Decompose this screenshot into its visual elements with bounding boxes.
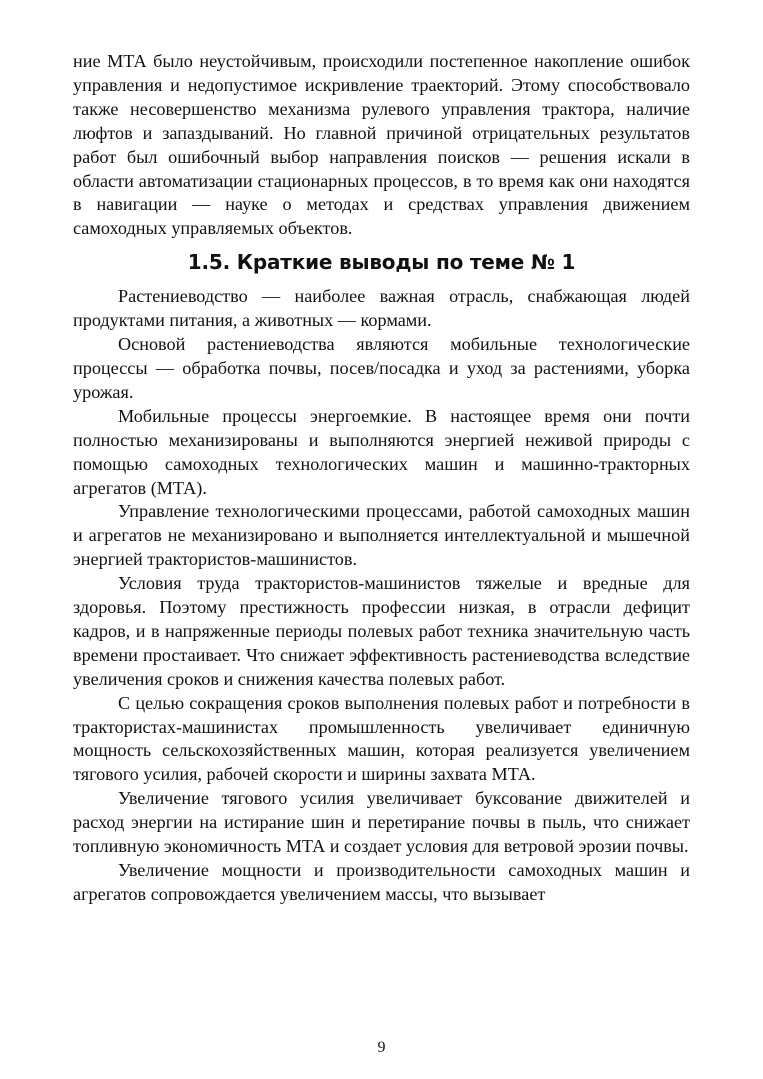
paragraph-2: Основой растениеводства являются мобильные технологические процессы — обработка почвы, посев/посадка и уход за растениями, уборка урожая. — [73, 334, 690, 402]
page-number: 9 — [377, 1039, 386, 1056]
paragraph-5: Условия труда трактористов-машинистов тяжелые и вредные для здоровья. Поэтому престижность профессии низкая, в отрасли дефицит кадров, и в напряженные периоды полевых работ техника значительную часть времени простаивает. Что снижает эффективность растениеводства вследствие увеличения сроков и снижения качества полевых работ. — [73, 573, 690, 689]
paragraph-6: С целью сокращения сроков выполнения полевых работ и потребности в трактористах-машинистах промышленность увеличивает единичную мощность сельскохозяйственных машин, которая реализуется увеличением тягового усилия, рабочей скорости и ширины захвата МТА. — [73, 692, 690, 785]
paragraph-1: Растениеводство — наиболее важная отрасль, снабжающая людей продуктами питания, а животных — кормами. — [73, 286, 690, 331]
paragraph-4: Управление технологическими процессами, работой самоходных машин и агрегатов не механизировано и выполняется интеллектуальной и мышечной энергией трактористов-машинистов. — [73, 501, 690, 570]
paragraph-8: Увеличение мощности и производительности самоходных машин и агрегатов сопровождается увеличением массы, что вызывает — [73, 860, 690, 904]
section-title: 1.5. Краткие выводы по теме № 1 — [187, 250, 576, 275]
intro-paragraph: ние МТА было неустойчивым, происходили постепенное накопление ошибок управления и недопустимое искривление траекторий. Этому способствовало также несовершенство механизма рулевого управления трактора, наличие люфтов и запаздываний. Но главной причиной отрицательных результатов работ был ошибочный выбор направления поисков — решения искали в области автоматизации стационарных процессов, в то время как они находятся в навигации — науке о методах и средствах управления движением самоходных управляемых объектов. — [73, 51, 690, 239]
page-content — [73, 50, 690, 907]
paragraph-3: Мобильные процессы энергоемкие. В настоящее время они почти полностью механизированы и выполняются энергией неживой природы с помощью самоходных технологических машин и машинно-тракторных агрегатов (МТА). — [73, 405, 690, 498]
paragraph-7: Увеличение тягового усилия увеличивает буксование движителей и расход энергии на истирание шин и перетирание почвы в пыль, что снижает топливную экономичность МТА и создает условия для ветровой эрозии почвы. — [73, 788, 690, 857]
